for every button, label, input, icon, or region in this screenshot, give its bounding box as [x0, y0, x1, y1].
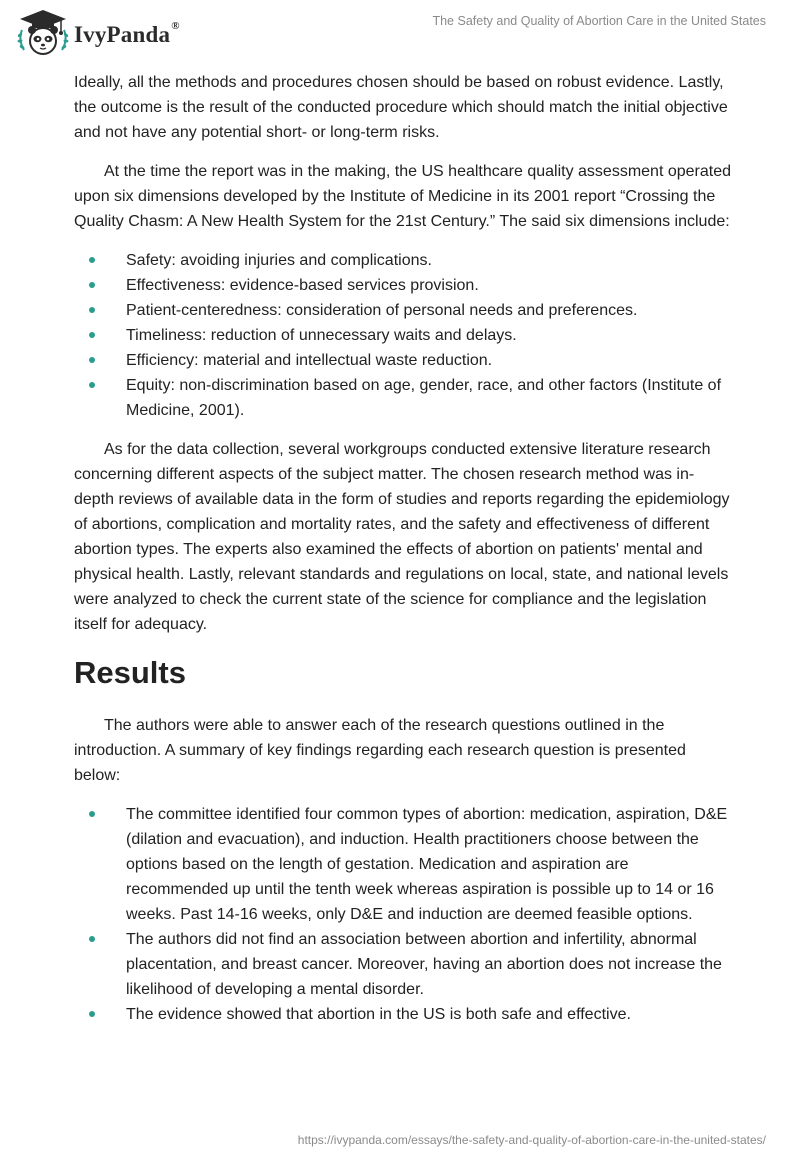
list-item [74, 323, 734, 348]
results-heading: Results [74, 655, 186, 690]
essay-content [74, 70, 734, 1027]
dimensions-list [74, 248, 734, 423]
list-item [74, 1002, 734, 1027]
list-item [74, 298, 734, 323]
brand-logo[interactable] [14, 8, 180, 58]
bullet-icon [89, 307, 95, 313]
bullet-icon [89, 282, 95, 288]
bullet-icon [89, 936, 95, 942]
list-item [74, 273, 734, 298]
list-item-text: The evidence showed that abortion in the US is both safe and effective. [126, 1006, 631, 1023]
list-item-text: Patient-centeredness: consideration of personal needs and preferences. [126, 302, 638, 319]
bullet-icon [89, 332, 95, 338]
list-item-text: Equity: non-discrimination based on age, gender, race, and other factors (Institute of Medicine, 2001). [126, 377, 722, 419]
source-url-link[interactable]: https://ivypanda.com/essays/the-safety-and-quality-of-abortion-care-in-the-united-states/ [297, 1133, 766, 1147]
registered-mark: ® [171, 20, 180, 33]
list-item-text: The committee identified four common types of abortion: medication, aspiration, D&E (dilation and evacuation), and induction. Health practitioners choose between the options based on the length of gestation. Medication and aspiration are recommended up until the tenth week whereas aspiration is possible up to 14 or 16 weeks. Past 14-16 weeks, only D&E and induction are deemed feasible options. [126, 806, 728, 923]
bullet-icon [89, 1011, 95, 1017]
panda-graduate-icon [14, 8, 72, 58]
list-item [74, 248, 734, 273]
bullet-icon [89, 382, 95, 388]
list-item-text: Safety: avoiding injuries and complications. [126, 252, 432, 269]
list-item-text: Timeliness: reduction of unnecessary waits and delays. [126, 327, 517, 344]
bullet-icon [89, 357, 95, 363]
bullet-icon [89, 811, 95, 817]
paragraph-data-collection: As for the data collection, several workgroups conducted extensive literature research concerning different aspects of the subject matter. The chosen research method was in-depth reviews of available data in the form of studies and reports regarding the epidemiology of abortions, complication and mortality rates, and the safety and effectiveness of different abortion types. The experts also examined the effects of abortion on patients' mental and physical health. Lastly, relevant standards and regulations on local, state, and national levels were analyzed to check the current state of the science for compliance and the legislation itself for adequacy. [74, 441, 730, 633]
bullet-icon [89, 257, 95, 263]
list-item [74, 373, 734, 423]
paragraph-quality-dimensions: At the time the report was in the making, the US healthcare quality assessment operated upon six dimensions developed by the Institute of Medicine in its 2001 report “Crossing the Quality Chasm: A New Health System for the 21st Century.” The said six dimensions include: [74, 163, 731, 230]
paragraph-intro-continuation: Ideally, all the methods and procedures chosen should be based on robust evidence. Lastly, the outcome is the result of the conducted procedure which should match the initial objective and not have any potential short- or long-term risks. [74, 74, 728, 141]
document-title: The Safety and Quality of Abortion Care in the United States [432, 14, 766, 28]
list-item-text: The authors did not find an association between abortion and infertility, abnormal placentation, and breast cancer. Moreover, having an abortion does not increase the likelihood of developing a mental disorder. [126, 931, 722, 998]
list-item [74, 802, 734, 927]
brand-name-text: IvyPanda [74, 22, 171, 47]
page-header [0, 0, 800, 70]
brand-name [74, 22, 180, 48]
list-item [74, 348, 734, 373]
findings-list [74, 802, 734, 1027]
list-item-text: Effectiveness: evidence-based services provision. [126, 277, 479, 294]
paragraph-results-intro: The authors were able to answer each of the research questions outlined in the introduction. A summary of key findings regarding each research question is presented below: [74, 717, 686, 784]
list-item [74, 927, 734, 1002]
list-item-text: Efficiency: material and intellectual waste reduction. [126, 352, 493, 369]
